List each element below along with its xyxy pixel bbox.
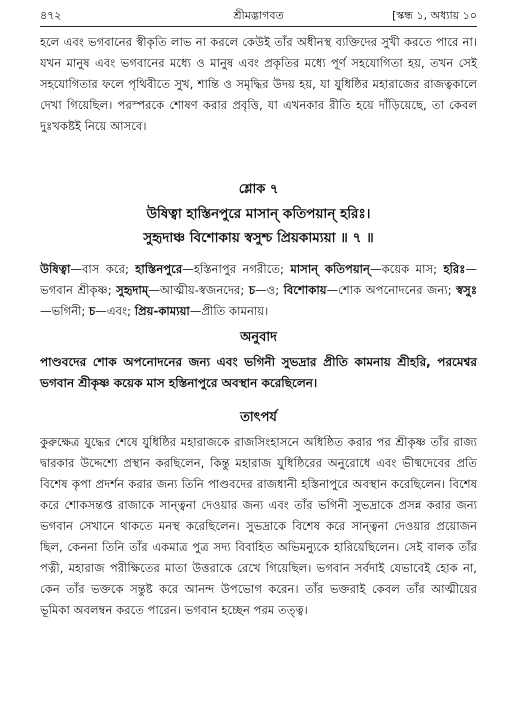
synonym-meaning: —এবং;: [95, 304, 135, 318]
synonym-word: মাসান্ কতিপয়ান্: [290, 262, 370, 276]
verse-line-2: সুহৃদাঞ্চ বিশোকায় স্বসুশ্চ প্রিয়কাম্যয়া ॥ ৭ ॥: [143, 230, 374, 246]
synonym-word: হাস্তিনপুরে: [135, 262, 183, 276]
synonym-meaning: —হস্তিনাপুর নগরীতে;: [182, 262, 291, 276]
synonym-meaning: —কয়েক মাস;: [369, 262, 444, 276]
verse-line-1: উষিত্বা হাস্তিনপুরে মাসান্ কতিপয়ান্ হরিঃ।: [146, 206, 371, 222]
purport-heading: তাৎপর্য: [240, 410, 277, 425]
page-number: ৪৭২: [40, 9, 62, 22]
translation-heading: অনুবাদ: [240, 330, 277, 345]
synonym-meaning: —প্রীতি কামনায়।: [189, 304, 269, 318]
synonym-word: স্বসুঃ: [456, 283, 478, 297]
intro-paragraph: হলে এবং ভগবানের স্বীকৃতি লাভ না করলে কেউই তাঁর অধীনস্থ ব্যক্তিদের সুখী করতে পারে না। যখন মানুষ এবং ভগবানের মধ্যে ও মানুষ এবং প্রকৃতির মধ্যে পূর্ণ সহযোগিতা হয়, তখন সেই সহযোগিতার ফলে পৃথিবীতে সুখ, শান্তি ও সমৃদ্ধির উদয় হয়, যা যুধিষ্ঠির মহারাজের রাজত্বকালে দেখা গিয়েছিল। পরস্পরকে শোষণ করার প্রবৃত্তি, যা এখনকার রীতি হয়ে দাঁড়িয়েছে, তা কেবল দুঃখকষ্টই নিয়ে আসবে।: [40, 35, 477, 133]
synonym-meaning: —আত্মীয়-স্বজনদের;: [148, 283, 249, 297]
synonym-word: চ: [88, 304, 96, 318]
running-header: [40, 6, 477, 27]
word-meanings: [40, 259, 477, 322]
synonym-word: হরিঃ: [443, 262, 466, 276]
synonym-meaning: —ভগবান শ্রীকৃষ্ণ;: [40, 262, 477, 297]
synonym-meaning: —শোক অপনোদনের জন্য;: [326, 283, 457, 297]
synonym-word: উষিত্বা: [40, 262, 71, 276]
synonym-word: সুহৃদাম্: [116, 283, 149, 297]
synonym-word: চ: [248, 283, 256, 297]
synonym-meaning: —বাস করে;: [70, 262, 136, 276]
book-title: শ্রীমদ্ভাগবত: [233, 9, 284, 22]
chapter-reference: [স্কন্ধ ১, অধ্যায় ১০: [392, 9, 477, 22]
verse-text: [40, 202, 477, 250]
synonym-word: বিশোকায়: [283, 283, 327, 297]
purport-text: কুরুক্ষেত্র যুদ্ধের শেষে যুধিষ্ঠির মহারাজকে রাজসিংহাসনে অধিষ্ঠিত করার পর শ্রীকৃষ্ণ তাঁর রাজ্য দ্বারকার উদ্দেশ্যে প্রস্থান করছিলেন, কিন্তু মহারাজ যুধিষ্ঠিরের অনুরোধে এবং ভীষ্মদেবের প্রতি বিশেষ কৃপা প্রদর্শন করার জন্য তিনি পাণ্ডবদের রাজধানী হস্তিনাপুরে অবস্থান করেছিলেন। বিশেষ করে শোকসন্তপ্ত রাজাকে সান্ত্বনা দেওয়ার জন্য এবং তাঁর ভগিনী সুভদ্রাকে প্রসন্ন করার জন্য ভগবান সেখানে থাকতে মনস্থ করেছিলেন। সুভদ্রাকে বিশেষ করে সান্ত্বনা দেওয়ার প্রয়োজন ছিল, কেননা তিনি তাঁর একমাত্র পুত্র সদ্য বিবাহিত অভিমন্যুকে হারিয়েছিলেন। সেই বালক তাঁর পত্নী, মহারাজ পরীক্ষিতের মাতা উত্তরাকে রেখে গিয়েছিল। ভগবান সর্বদাই যেভাবেই হোক না, কেন তাঁর ভক্তকে সন্তুষ্ট করে আনন্দ উপভোগ করেন। তাঁর ভক্তরাই কেবল তাঁর আত্মীয়ের ভূমিকা অবলম্বন করতে পারেন। ভগবান হচ্ছেন পরম তত্ত্ব।: [40, 435, 477, 617]
verse-title: শ্লোক ৭: [238, 182, 279, 197]
synonym-word: প্রিয়-কাম্যয়া: [134, 304, 190, 318]
synonym-meaning: —ভগিনী;: [40, 304, 89, 318]
translation-text: পাণ্ডবদের শোক অপনোদনের জন্য এবং ভগিনী সুভদ্রার প্রীতি কামনায় শ্রীহরি, পরমেশ্বর ভগবান শ্রীকৃষ্ণ কয়েক মাস হস্তিনাপুরে অবস্থান করেছিলেন।: [40, 355, 477, 390]
synonym-meaning: —ও;: [255, 283, 284, 297]
